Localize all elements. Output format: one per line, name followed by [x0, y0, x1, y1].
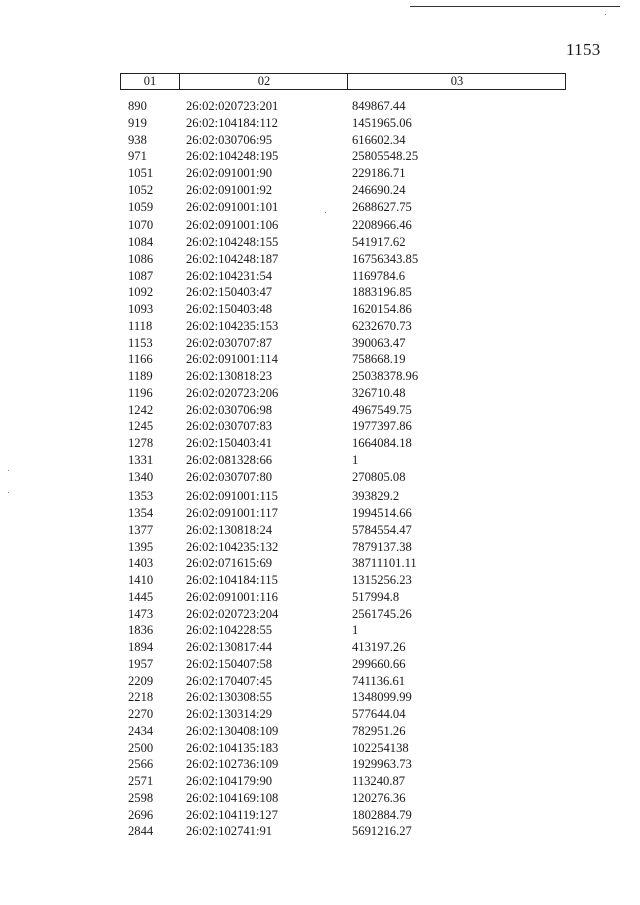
table-row [0, 199, 640, 215]
table-row [0, 555, 640, 571]
cell-02: 26:02:104248:195 [186, 149, 279, 164]
cell-02: 26:02:104184:115 [186, 573, 278, 587]
cell-03: 5691216.27 [352, 824, 412, 839]
cell-01: 1410 [128, 573, 154, 587]
table-row [0, 807, 640, 823]
table-row [0, 284, 640, 300]
table-row [0, 301, 640, 317]
cell-03: 849867.44 [352, 99, 406, 113]
table-row [0, 115, 640, 131]
cell-02: 26:02:104179:90 [186, 774, 273, 788]
cell-02: 26:02:150403:48 [186, 302, 273, 316]
cell-02: 26:02:102736:109 [186, 757, 279, 772]
table-row [0, 756, 640, 772]
cell-03: 102254138 [352, 740, 409, 755]
table-row [0, 539, 640, 555]
cell-01: 1957 [128, 656, 154, 671]
cell-01: 2434 [128, 723, 154, 738]
cell-01: 1278 [128, 436, 154, 450]
table-row [0, 98, 640, 114]
cell-02: 26:02:091001:116 [186, 589, 278, 604]
table-row [0, 469, 640, 485]
cell-02: 26:02:102741:91 [186, 824, 273, 839]
table-row [0, 165, 640, 181]
cell-01: 1353 [128, 489, 154, 504]
cell-03: 246690.24 [352, 182, 406, 197]
table-header [120, 73, 566, 90]
cell-03: 2688627.75 [352, 199, 412, 214]
table-row [0, 335, 640, 351]
page-number: 1153 [566, 40, 601, 59]
cell-01: 2209 [128, 673, 154, 688]
cell-03: 390063.47 [352, 335, 406, 350]
table-row [0, 234, 640, 250]
cell-02: 26:02:150407:58 [186, 656, 273, 671]
cell-01: 2218 [128, 690, 154, 705]
cell-02: 26:02:091001:92 [186, 182, 273, 197]
cell-03: 1 [352, 623, 359, 638]
cell-02: 26:02:091001:115 [186, 489, 278, 504]
table-row [0, 268, 640, 284]
cell-03: 1169784.6 [352, 268, 406, 283]
cell-02: 26:02:104235:153 [186, 318, 279, 333]
cell-02: 26:02:091001:117 [186, 506, 278, 520]
cell-02: 26:02:020723:204 [186, 606, 279, 621]
cell-01: 1092 [128, 285, 154, 300]
cell-03: 25805548.25 [352, 149, 419, 164]
cell-03: 120276.36 [352, 790, 406, 805]
table-row [0, 251, 640, 267]
cell-02: 26:02:091001:106 [186, 218, 279, 233]
cell-03: 7879137.38 [352, 539, 412, 554]
cell-01: 1354 [128, 506, 154, 520]
cell-01: 2566 [128, 757, 154, 772]
table-row [0, 639, 640, 655]
cell-01: 971 [128, 149, 147, 164]
cell-03: 270805.08 [352, 469, 406, 484]
cell-03: 2561745.26 [352, 606, 412, 621]
cell-01: 1153 [128, 335, 153, 350]
cell-03: 1451965.06 [352, 115, 412, 130]
table-row [0, 723, 640, 739]
table-row [0, 452, 640, 468]
cell-02: 26:02:130817:44 [186, 640, 273, 654]
cell-03: 4967549.75 [352, 402, 412, 417]
table-row [0, 773, 640, 789]
table-row [0, 318, 640, 334]
cell-01: 1070 [128, 218, 154, 233]
cell-02: 26:02:104184:112 [186, 115, 278, 130]
cell-01: 1473 [128, 606, 154, 621]
scan-speck [605, 14, 606, 15]
column-header-02: 02 [179, 74, 348, 89]
table-row [0, 622, 640, 638]
table-row [0, 488, 640, 504]
cell-02: 26:02:130818:24 [186, 522, 273, 537]
cell-03: 25038378.96 [352, 369, 419, 383]
cell-02: 26:02:104119:127 [186, 807, 278, 822]
cell-02: 26:02:150403:41 [186, 436, 273, 450]
cell-02: 26:02:170407:45 [186, 673, 273, 688]
cell-02: 26:02:081328:66 [186, 452, 273, 467]
cell-02: 26:02:091001:90 [186, 166, 273, 180]
cell-01: 1445 [128, 589, 154, 604]
table-row [0, 435, 640, 451]
table-row [0, 385, 640, 401]
cell-03: 5784554.47 [352, 522, 412, 537]
cell-03: 113240.87 [352, 774, 406, 788]
header-rule [410, 6, 620, 7]
cell-03: 1620154.86 [352, 302, 412, 316]
cell-01: 1189 [128, 369, 153, 383]
scan-speck [325, 212, 326, 213]
cell-02: 26:02:104135:183 [186, 740, 279, 755]
cell-03: 1883196.85 [352, 285, 412, 300]
table-row [0, 706, 640, 722]
cell-01: 1059 [128, 199, 154, 214]
cell-03: 616602.34 [352, 132, 406, 147]
cell-02: 26:02:150403:47 [186, 285, 273, 300]
cell-01: 1340 [128, 469, 154, 484]
table-row [0, 418, 640, 434]
cell-01: 1836 [128, 623, 154, 638]
cell-01: 1242 [128, 402, 154, 417]
table-row [0, 402, 640, 418]
cell-03: 2208966.46 [352, 218, 412, 233]
cell-02: 26:02:104228:55 [186, 623, 273, 638]
table-row [0, 148, 640, 164]
cell-01: 1051 [128, 166, 154, 180]
table-row [0, 132, 640, 148]
column-header-01: 01 [143, 74, 157, 88]
cell-01: 1894 [128, 640, 154, 654]
scan-speck [8, 470, 9, 471]
cell-02: 26:02:030707:80 [186, 469, 273, 484]
cell-02: 26:02:104169:108 [186, 790, 279, 805]
cell-01: 938 [128, 132, 147, 147]
cell-01: 1395 [128, 539, 154, 554]
cell-03: 6232670.73 [352, 318, 412, 333]
table-row [0, 522, 640, 538]
column-header-03: 03 [347, 74, 566, 89]
cell-02: 26:02:104235:132 [186, 539, 279, 554]
cell-03: 758668.19 [352, 352, 406, 367]
cell-01: 2571 [128, 774, 154, 788]
cell-03: 1994514.66 [352, 506, 412, 520]
cell-01: 1093 [128, 302, 154, 316]
table-row [0, 572, 640, 588]
table-row [0, 505, 640, 521]
cell-03: 229186.71 [352, 166, 406, 180]
cell-03: 741136.61 [352, 673, 406, 688]
cell-01: 1118 [128, 318, 153, 333]
cell-03: 1802884.79 [352, 807, 412, 822]
cell-03: 299660.66 [352, 656, 406, 671]
cell-03: 517994.8 [352, 589, 400, 604]
cell-03: 1348099.99 [352, 690, 412, 705]
cell-01: 1166 [128, 352, 153, 367]
cell-01: 1196 [128, 385, 153, 400]
cell-03: 1664084.18 [352, 436, 412, 450]
cell-03: 577644.04 [352, 707, 406, 721]
cell-01: 1084 [128, 235, 154, 249]
cell-02: 26:02:071615:69 [186, 556, 273, 571]
cell-03: 413197.26 [352, 640, 406, 654]
table-row [0, 656, 640, 672]
cell-02: 26:02:130314:29 [186, 707, 273, 721]
table-row [0, 823, 640, 839]
cell-01: 2844 [128, 824, 154, 839]
cell-01: 2500 [128, 740, 154, 755]
cell-02: 26:02:030707:87 [186, 335, 273, 350]
cell-02: 26:02:020723:206 [186, 385, 279, 400]
table-row [0, 689, 640, 705]
table-row [0, 217, 640, 233]
cell-02: 26:02:104248:155 [186, 235, 279, 249]
table-row [0, 589, 640, 605]
table-row [0, 351, 640, 367]
cell-03: 326710.48 [352, 385, 406, 400]
table-row [0, 368, 640, 384]
cell-02: 26:02:104231:54 [186, 268, 273, 283]
table-row [0, 182, 640, 198]
cell-01: 919 [128, 115, 147, 130]
cell-03: 1 [352, 452, 359, 467]
cell-02: 26:02:104248:187 [186, 251, 279, 266]
cell-01: 1403 [128, 556, 154, 571]
cell-01: 1245 [128, 419, 154, 434]
cell-02: 26:02:030706:95 [186, 132, 273, 147]
cell-02: 26:02:030706:98 [186, 402, 273, 417]
cell-03: 16756343.85 [352, 251, 419, 266]
cell-03: 782951.26 [352, 723, 406, 738]
cell-01: 1087 [128, 268, 154, 283]
cell-03: 1977397.86 [352, 419, 412, 434]
cell-02: 26:02:091001:114 [186, 352, 278, 367]
scan-speck [8, 492, 9, 493]
cell-02: 26:02:130408:109 [186, 723, 279, 738]
cell-03: 1929963.73 [352, 757, 412, 772]
cell-01: 1086 [128, 251, 154, 266]
cell-03: 38711101.11 [352, 556, 417, 571]
cell-01: 2270 [128, 707, 154, 721]
cell-01: 2696 [128, 807, 154, 822]
cell-02: 26:02:020723:201 [186, 99, 279, 113]
cell-01: 890 [128, 99, 147, 113]
cell-03: 541917.62 [352, 235, 406, 249]
table-row [0, 673, 640, 689]
cell-03: 393829.2 [352, 489, 400, 504]
cell-03: 1315256.23 [352, 573, 412, 587]
cell-01: 2598 [128, 790, 154, 805]
table-row [0, 606, 640, 622]
cell-01: 1052 [128, 182, 154, 197]
cell-02: 26:02:130818:23 [186, 369, 273, 383]
cell-02: 26:02:030707:83 [186, 419, 273, 434]
cell-02: 26:02:091001:101 [186, 199, 279, 214]
table-row [0, 740, 640, 756]
cell-01: 1377 [128, 522, 154, 537]
cell-01: 1331 [128, 452, 154, 467]
table-row [0, 790, 640, 806]
cell-02: 26:02:130308:55 [186, 690, 273, 705]
